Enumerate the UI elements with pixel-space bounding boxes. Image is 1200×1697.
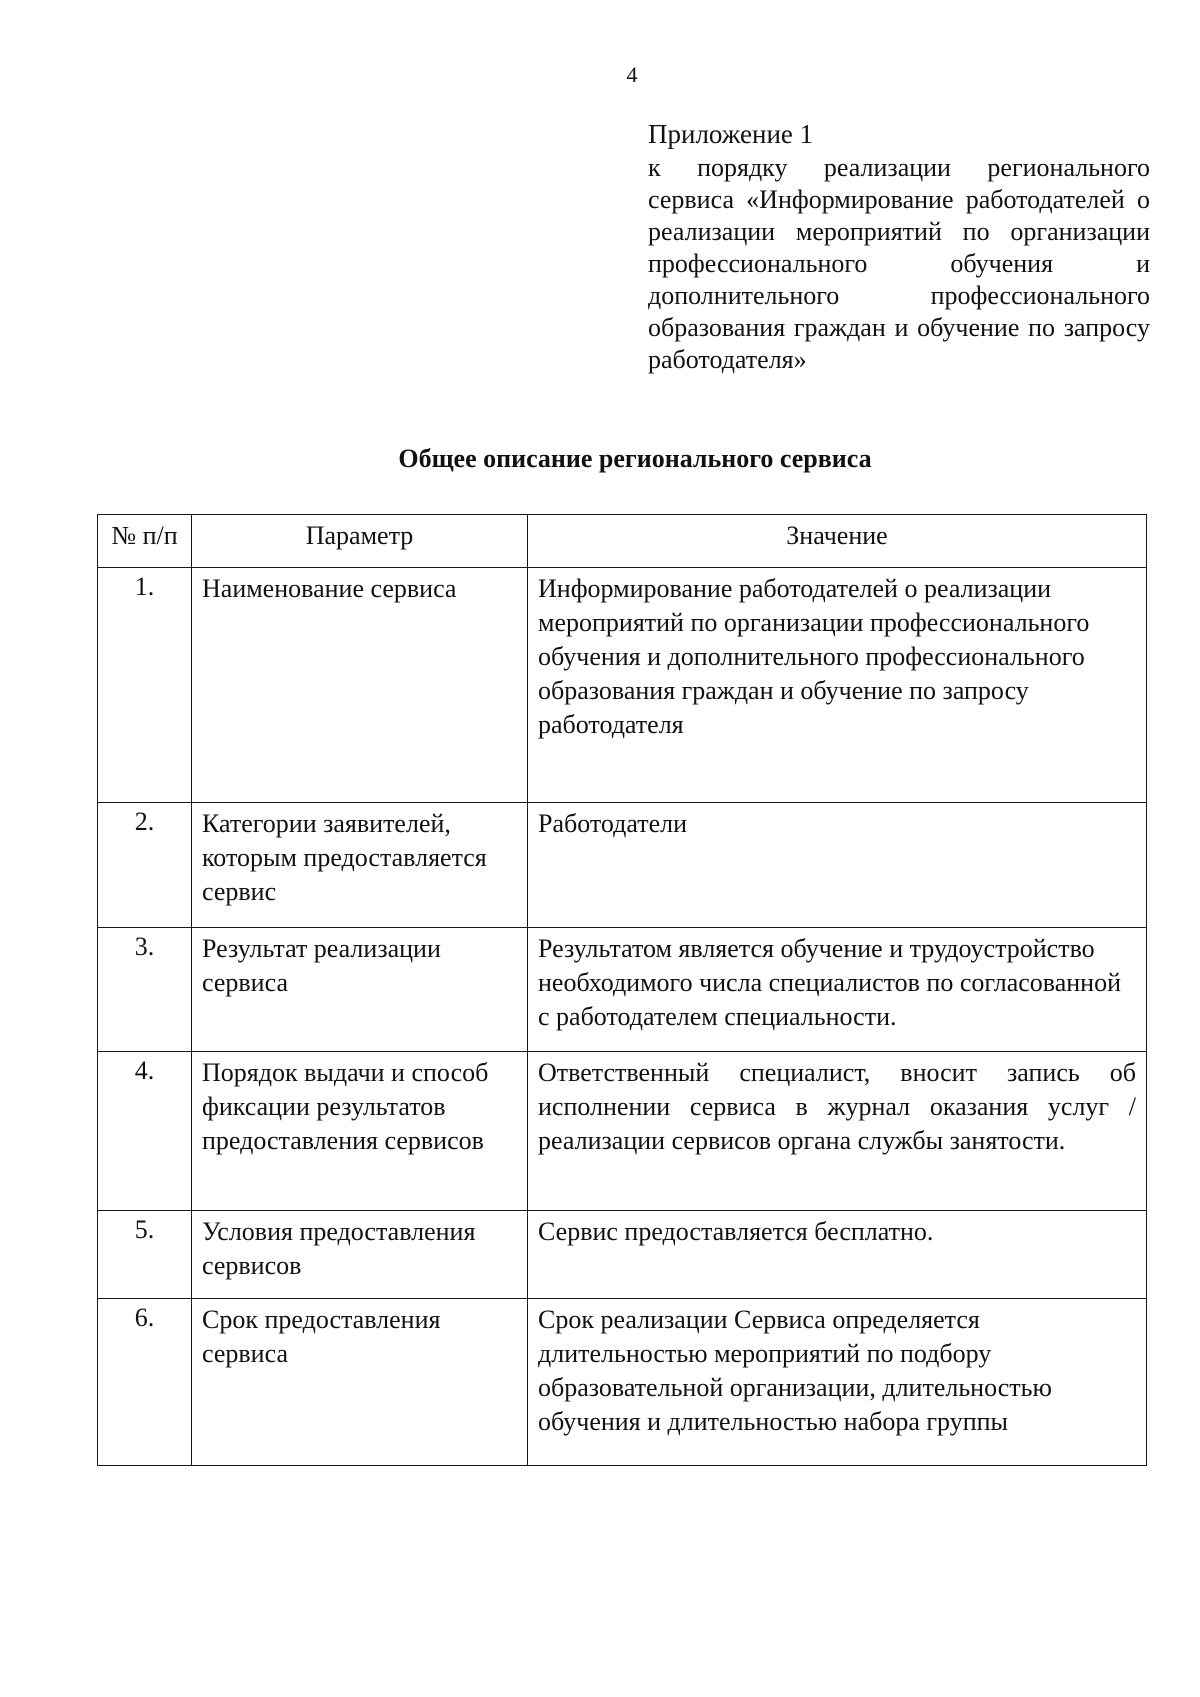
row-param: Результат реализации сервиса [192,928,528,1052]
header-param: Параметр [192,515,528,568]
appendix-body: к порядку реализации регионального сервиса «Информирование работодателей о реализации мероприятий по организации профессионального обучения и дополнительного профессионального образования граждан и обучение по запросу работодателя» [648,153,1150,374]
row-param: Наименование сервиса [192,568,528,803]
service-description-table [97,514,1147,1466]
document-title: Общее описание регионального сервиса [398,444,872,473]
table-row [98,1211,1147,1299]
row-param: Категории заявителей, которым предоставляется сервис [192,803,528,928]
appendix-title: Приложение 1 [648,119,814,149]
row-value: Результатом является обучение и трудоустройство необходимого числа специалистов по согласованной с работодателем специальности. [528,928,1147,1052]
row-value: Информирование работодателей о реализации мероприятий по организации профессионального обучения и дополнительного профессионального образования граждан и обучение по запросу работодателя [528,568,1147,803]
table-row [98,803,1147,928]
page-number: 4 [626,62,638,87]
table-row [98,1052,1147,1211]
row-num: 3. [98,928,192,1052]
table-row [98,568,1147,803]
row-param: Срок предоставления сервиса [192,1299,528,1466]
row-num: 2. [98,803,192,928]
row-num: 6. [98,1299,192,1466]
table-row [98,1299,1147,1466]
header-value: Значение [528,515,1147,568]
row-value: Сервис предоставляется бесплатно. [528,1211,1147,1299]
row-num: 4. [98,1052,192,1211]
row-value: Ответственный специалист, вносит запись об исполнении сервиса в журнал оказания услуг / реализации сервисов органа службы занятости. [528,1052,1147,1211]
appendix-block [648,118,1150,376]
row-param: Порядок выдачи и способ фиксации результатов предоставления сервисов [192,1052,528,1211]
table-header-row [98,515,1147,568]
row-num: 5. [98,1211,192,1299]
row-param: Условия предоставления сервисов [192,1211,528,1299]
row-value: Работодатели [528,803,1147,928]
table-row [98,928,1147,1052]
row-num: 1. [98,568,192,803]
row-value: Срок реализации Сервиса определяется длительностью мероприятий по подбору образовательной организации, длительностью обучения и длительностью набора группы [528,1299,1147,1466]
header-num: № п/п [98,515,192,568]
